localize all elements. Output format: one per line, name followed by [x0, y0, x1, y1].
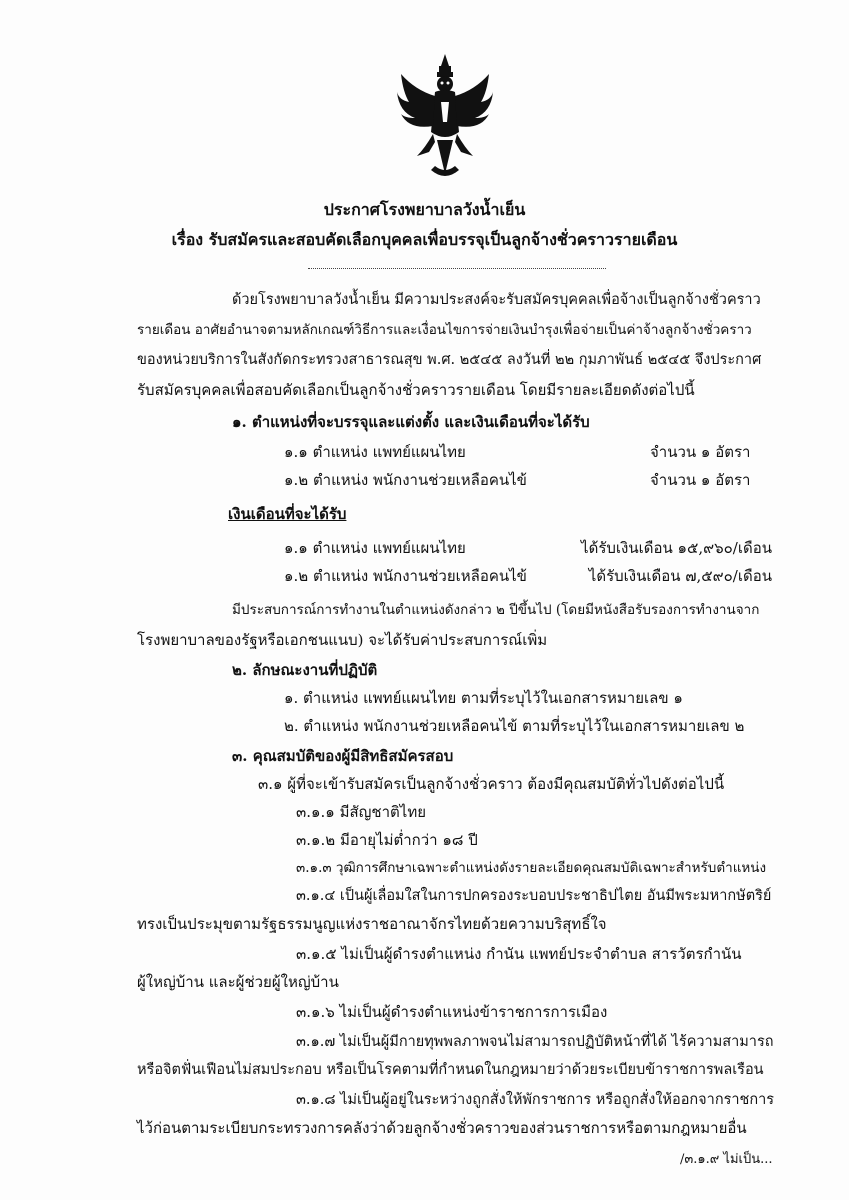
qualification-5-line-2: ผู้ใหญ่บ้าน และผู้ช่วยผู้ใหญ่บ้าน [137, 973, 339, 991]
qualification-1: ๓.๑.๑ มีสัญชาติไทย [296, 803, 426, 821]
intro-line-4: รับสมัครบุคคลเพื่อสอบคัดเลือกเป็นลูกจ้างชั่วคราวรายเดือน โดยมีรายละเอียดดังต่อไปนี้ [137, 381, 695, 399]
intro-line-2: รายเดือน อาศัยอำนาจตามหลักเกณฑ์วิธีการและเงื่อนไขการจ่ายเงินบำรุงเพื่อจ่ายเป็นค่าจ้างลูกจ้างชั่วคราว [137, 322, 752, 338]
duty-item-2: ๒. ตำแหน่ง พนักงานช่วยเหลือคนไข้ ตามที่ระบุไว้ในเอกสารหมายเลข ๒ [284, 717, 745, 735]
qualification-6: ๓.๑.๖ ไม่เป็นผู้ดำรงตำแหน่งข้าราชการการเมือง [296, 1003, 608, 1021]
section-1-heading: ๑. ตำแหน่งที่จะบรรจุและแต่งตั้ง และเงินเดือนที่จะได้รับ [232, 413, 590, 431]
intro-line-1: ด้วยโรงพยาบาลวังน้ำเย็น มีความประสงค์จะรับสมัครบุคคลเพื่อจ้างเป็นลูกจ้างชั่วคราว [232, 292, 761, 308]
announcement-subject: เรื่อง รับสมัครและสอบคัดเลือกบุคคลเพื่อบรรจุเป็นลูกจ้างชั่วคราวรายเดือน [171, 230, 678, 249]
position-2-count: จำนวน ๑ อัตรา [650, 471, 751, 489]
qualification-7-line-2: หรือจิตฟั่นเฟือนไม่สมประกอบ หรือเป็นโรคตามที่กำหนดในกฎหมายว่าด้วยระเบียบข้าราชการพลเรือน [137, 1062, 764, 1078]
announcement-title: ประกาศโรงพยาบาลวังน้ำเย็น [323, 200, 526, 219]
qualification-intro: ๓.๑ ผู้ที่จะเข้ารับสมัครเป็นลูกจ้างชั่วคราว ต้องมีคุณสมบัติทั่วไปดังต่อไปนี้ [258, 775, 725, 793]
qualification-3: ๓.๑.๓ วุฒิการศึกษาเฉพาะตำแหน่งดังรายละเอียดคุณสมบัติเฉพาะสำหรับตำแหน่ง [296, 860, 767, 876]
section-2-heading: ๒. ลักษณะงานที่ปฏิบัติ [232, 661, 378, 679]
salary-2-label: ๑.๒ ตำแหน่ง พนักงานช่วยเหลือคนไข้ [284, 567, 527, 585]
intro-line-3: ของหน่วยบริการในสังกัดกระทรวงสาธารณสุข พ.ศ. ๒๕๔๕ ลงวันที่ ๒๒ กุมภาพันธ์ ๒๕๔๕ จึงประกาศ [137, 352, 762, 368]
continuation-note: /๓.๑.๙ ไม่เป็น... [680, 1152, 773, 1167]
experience-line-1: มีประสบการณ์การทำงานในตำแหน่งดังกล่าว ๒ ปีขึ้นไป (โดยมีหนังสือรับรองการทำงานจาก [232, 602, 760, 618]
position-2-label: ๑.๒ ตำแหน่ง พนักงานช่วยเหลือคนไข้ [284, 471, 527, 489]
duty-item-1: ๑. ตำแหน่ง แพทย์แผนไทย ตามที่ระบุไว้ในเอกสารหมายเลข ๑ [284, 689, 683, 707]
qualification-8-line-1: ๓.๑.๘ ไม่เป็นผู้อยู่ในระหว่างถูกสั่งให้พักราชการ หรือถูกสั่งให้ออกจากราชการ [296, 1092, 775, 1108]
position-1-count: จำนวน ๑ อัตรา [650, 443, 751, 461]
experience-line-2: โรงพยาบาลของรัฐหรือเอกชนแนบ) จะได้รับค่าประสบการณ์เพิ่ม [137, 631, 548, 649]
salary-1-amount: ได้รับเงินเดือน ๑๕,๙๖๐/เดือน [581, 539, 772, 557]
qualification-4-line-2: ทรงเป็นประมุขตามรัฐธรรมนูญแห่งราชอาณาจักรไทยด้วยความบริสุทธิ์ใจ [137, 915, 607, 933]
section-3-heading: ๓. คุณสมบัติของผู้มีสิทธิสมัครสอบ [232, 747, 454, 765]
salary-2-amount: ได้รับเงินเดือน ๗,๕๙๐/เดือน [588, 567, 772, 585]
garuda-emblem-icon [395, 52, 495, 182]
salary-1-label: ๑.๑ ตำแหน่ง แพทย์แผนไทย [284, 539, 466, 557]
salary-heading: เงินเดือนที่จะได้รับ [228, 505, 347, 523]
qualification-5-line-1: ๓.๑.๕ ไม่เป็นผู้ดำรงตำแหน่ง กำนัน แพทย์ประจำตำบล สารวัตรกำนัน [296, 945, 742, 963]
qualification-4-line-1: ๓.๑.๔ เป็นผู้เลื่อมใสในการปกครองระบอบประชาธิปไตย อันมีพระมหากษัตริย์ [296, 888, 772, 904]
qualification-2: ๓.๑.๒ มีอายุไม่ต่ำกว่า ๑๘ ปี [296, 831, 478, 849]
qualification-7-line-1: ๓.๑.๗ ไม่เป็นผู้มีกายทุพพลภาพจนไม่สามารถปฏิบัติหน้าที่ได้ ไร้ความสามารถ [296, 1034, 774, 1050]
qualification-8-line-2: ไว้ก่อนตามระเบียบกระทรวงการคลังว่าด้วยลูกจ้างชั่วคราวของส่วนราชการหรือตามกฎหมายอื่น [137, 1119, 747, 1137]
position-1-label: ๑.๑ ตำแหน่ง แพทย์แผนไทย [284, 443, 466, 461]
title-divider [308, 268, 606, 269]
